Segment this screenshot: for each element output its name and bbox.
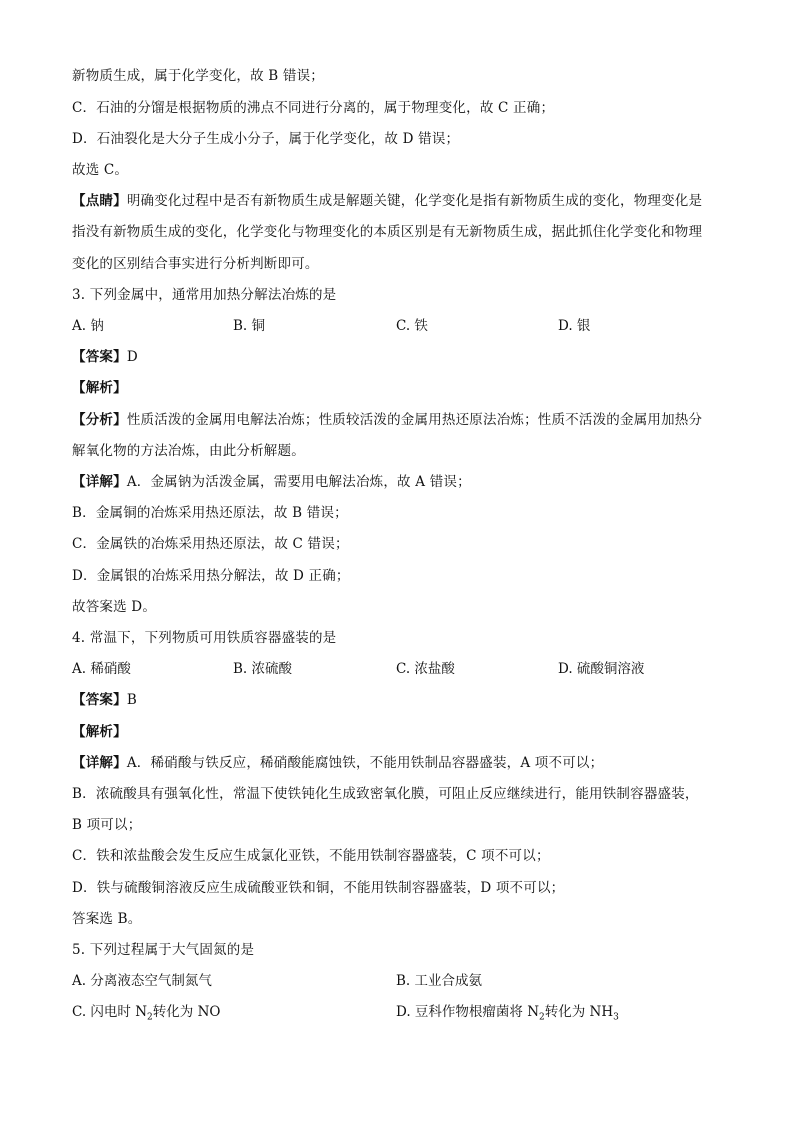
q4-option-c: C. 浓盐酸	[396, 661, 455, 677]
option-text: C. 闪电时 N	[72, 1004, 148, 1020]
q4-option-b: B. 浓硫酸	[233, 661, 293, 677]
text-line: B．浓硫酸具有强氧化性，常温下使铁钝化生成致密氧化膜，可阻止反应继续进行，能用铁制容器盛装，	[72, 786, 699, 802]
q3-option-c: C. 铁	[396, 318, 428, 334]
subscript: 2	[147, 1012, 153, 1023]
text-line: 解氧化物的方法冶炼，由此分析解题。	[72, 443, 305, 459]
q3-option-b: B. 铜	[233, 318, 266, 334]
detail-tag: 【详解】	[72, 755, 127, 771]
text-line: 变化的区别结合事实进行分析判断即可。	[72, 256, 319, 272]
text-line: B 项可以；	[72, 817, 142, 833]
q3-option-d: D. 银	[558, 318, 591, 334]
q3-answer	[72, 347, 732, 367]
q4-option-d: D. 硫酸铜溶液	[558, 661, 645, 677]
detail-text: A．稀硝酸与铁反应，稀硝酸能腐蚀铁，不能用铁制品容器盛装，A 项不可以；	[126, 755, 604, 771]
q4-analysis-tag: 【解析】	[72, 724, 127, 740]
detail-tag: 【详解】	[72, 474, 127, 490]
q4-detail	[72, 753, 732, 773]
q5-option-d	[396, 1002, 619, 1022]
note-line	[72, 191, 732, 211]
subscript: 2	[539, 1012, 545, 1023]
q3-fenxi	[72, 410, 732, 430]
text-line: 指没有新物质生成的变化，化学变化与物理变化的本质区别是有无新物质生成，据此抓住化学变化和物理	[72, 224, 703, 240]
answer-tag: 【答案】	[72, 349, 127, 365]
q4-option-a: A. 稀硝酸	[72, 661, 131, 677]
text-line: C．石油的分馏是根据物质的沸点不同进行分离的，属于物理变化，故 C 正确；	[72, 100, 555, 116]
answer-value: B	[126, 692, 137, 708]
text-line: D．石油裂化是大分子生成小分子，属于化学变化，故 D 错误；	[72, 131, 460, 147]
subscript: 3	[613, 1012, 619, 1023]
option-text: 转化为 NH	[544, 1004, 614, 1020]
note-tag: 【点睛】	[72, 193, 127, 209]
q5-option-b: B. 工业合成氨	[396, 973, 483, 989]
option-text: 转化为 NO	[152, 1004, 221, 1020]
text-line: 答案选 B。	[72, 911, 142, 927]
detail-text: A．金属钠为活泼金属，需要用电解法冶炼，故 A 错误；	[126, 474, 471, 490]
text-line: D．金属银的冶炼采用热分解法，故 D 正确；	[72, 568, 350, 584]
note-text: 明确变化过程中是否有新物质生成是解题关键，化学变化是指有新物质生成的变化，物理变化是	[126, 193, 703, 209]
text-line: C．铁和浓盐酸会发生反应生成氯化亚铁，不能用铁制容器盛装，C 项不可以；	[72, 848, 550, 864]
text-line: C．金属铁的冶炼采用热还原法，故 C 错误；	[72, 536, 349, 552]
q3-detail	[72, 472, 732, 492]
text-line: 故答案选 D。	[72, 599, 157, 615]
text-line: 新物质生成，属于化学变化，故 B 错误；	[72, 68, 325, 84]
text-line: 故选 C。	[72, 162, 129, 178]
question-4-stem: 4. 常温下，下列物质可用铁质容器盛装的是	[72, 630, 337, 646]
q3-analysis-tag: 【解析】	[72, 380, 127, 396]
option-text: D. 豆科作物根瘤菌将 N	[396, 1004, 540, 1020]
q4-answer	[72, 690, 732, 710]
fenxi-tag: 【分析】	[72, 412, 127, 428]
question-5-stem: 5. 下列过程属于大气固氮的是	[72, 942, 255, 958]
fenxi-text: 性质活泼的金属用电解法冶炼；性质较活泼的金属用热还原法冶炼；性质不活泼的金属用加热分	[126, 412, 703, 428]
q3-option-a: A. 钠	[72, 318, 104, 334]
q5-option-a: A. 分离液态空气制氮气	[72, 973, 212, 989]
q5-option-c	[72, 1002, 220, 1022]
question-3-stem: 3. 下列金属中，通常用加热分解法冶炼的是	[72, 287, 337, 303]
answer-tag: 【答案】	[72, 692, 127, 708]
answer-value: D	[126, 349, 138, 365]
text-line: B．金属铜的冶炼采用热还原法，故 B 错误；	[72, 505, 348, 521]
text-line: D．铁与硫酸铜溶液反应生成硫酸亚铁和铜，不能用铁制容器盛装，D 项不可以；	[72, 880, 565, 896]
